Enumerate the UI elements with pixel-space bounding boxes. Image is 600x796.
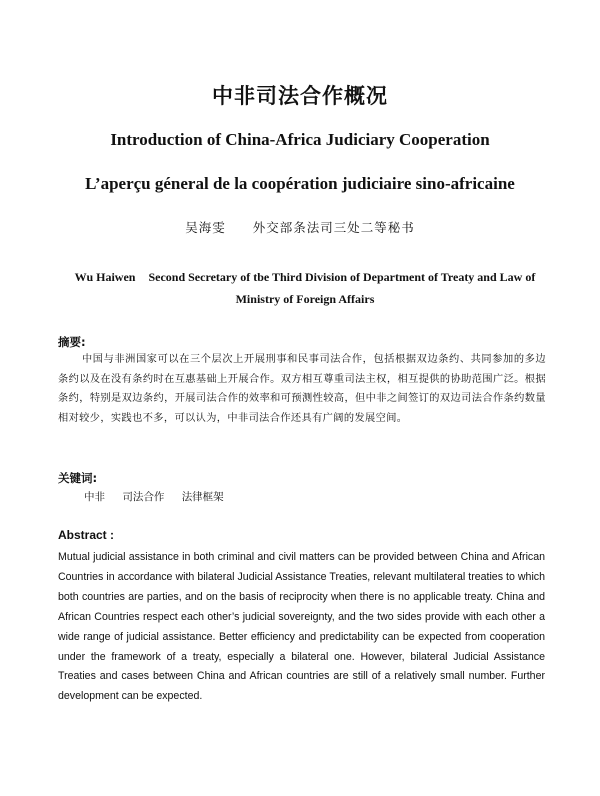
author-chinese-affiliation: 外交部条法司三处二等秘书	[252, 220, 415, 235]
abstract-chinese-label: 摘要:	[58, 335, 86, 349]
abstract-english-text: Mutual judicial assistance in both criminal and civil matters can be provided between China and African Countries in accordance with bilateral Judicial Assistance Treaties, relevant multilateral treaties to which both countries are parties, and on the basis of reciprocity when there is no applicable treaty. China and African Countries respect each other’s judicial sovereignty, and the two sides provide with each other a wide range of judicial assistance. Better efficiency and predictability can be expected from cooperation under the framework of a treaty, especially a bilateral one. However, bilateral Judicial Assistance Treaties and cases between China and African countries are still of a relatively small number. Further development can be expected.	[58, 551, 545, 703]
keyword-item: 中非	[84, 491, 105, 503]
abstract-chinese-text: 中国与非洲国家可以在三个层次上开展刑事和民事司法合作，包括根据双边条约、共同参加的多边条约以及在没有条约时在互惠基础上开展合作。双方相互尊重司法主权，相互提供的协助范围广泛。根据条约，特别是双边条约，开展司法合作的效率和可预测性较高，但中非之间签订的双边司法合作条约数量相对较少，实践也不多，可以认为，中非司法合作还具有广阔的发展空间。	[58, 354, 546, 424]
author-english-name: Wu Haiwen	[74, 270, 136, 284]
keywords-chinese-label: 关键词:	[58, 471, 98, 485]
author-chinese-name: 吴海雯	[185, 220, 226, 235]
title-chinese: 中非司法合作概况	[212, 83, 388, 108]
author-chinese	[0, 218, 600, 236]
title-french: L’aperçu géneral de la coopération judiciaire sino-africaine	[85, 174, 515, 193]
author-english	[70, 266, 540, 310]
keywords-chinese-list	[84, 489, 238, 504]
abstract-english-label: Abstract :	[58, 528, 115, 542]
keyword-item: 法律框架	[181, 491, 224, 503]
keyword-item: 司法合作	[122, 491, 165, 503]
author-english-affiliation: Second Secretary of tbe Third Division of Department of Treaty and Law of Ministry of Foreign Affairs	[148, 270, 536, 306]
title-english: Introduction of China-Africa Judiciary Cooperation	[110, 130, 490, 149]
